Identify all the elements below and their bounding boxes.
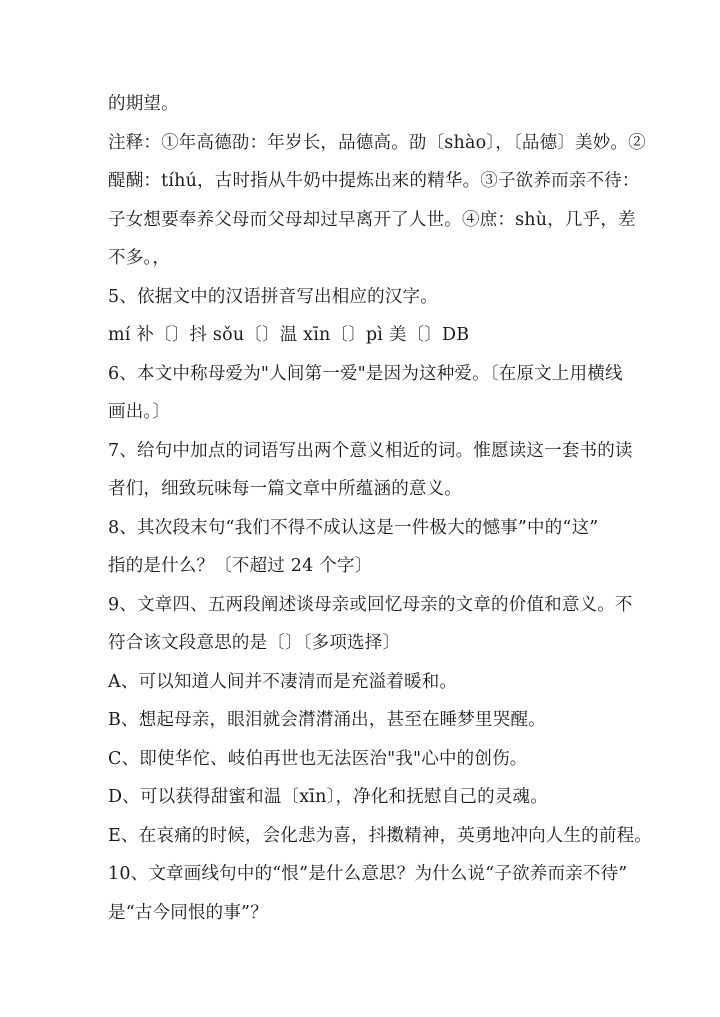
question-7: 者们，细致玩味每一篇文章中所蕴涵的意义。	[108, 479, 462, 499]
question-10: 10、文章画线句中的“恨”是什么意思？为什么说“子欲养而亲不待”	[108, 864, 628, 884]
option-d: D、可以获得甜蜜和温〔xīn〕，净化和抚慰自己的灵魂。	[108, 787, 548, 807]
annotation-line: 子女想要奉养父母而父母却过早离开了人世。④庶：shù，几乎，差	[108, 210, 636, 230]
question-8: 指的是什么？〔不超过 24 个字〕	[108, 556, 373, 576]
question-9: 9、文章四、五两段阐述谈母亲或回忆母亲的文章的价值和意义。不	[108, 595, 633, 615]
question-9: 符合该文段意思的是〔〕〔多项选择〕	[108, 633, 401, 653]
question-10: 是“古今同恨的事”？	[108, 903, 268, 923]
annotation-line: 醍醐：tíhú，古时指从牛奶中提炼出来的精华。③子欲养而亲不待：	[108, 171, 640, 191]
question-6: 画出。〕	[108, 402, 171, 422]
option-a: A、可以知道人间并不凄清而是充溢着暖和。	[108, 672, 458, 692]
question-5-pinyin: mí 补〔〕抖 sǒu〔〕温 xīn〔〕pì 美〔〕DB	[108, 325, 470, 345]
annotation-line: 注释：①年高德劭：年岁长，品德高。劭〔shào〕，〔品德〕美妙。②	[108, 133, 646, 153]
question-7: 7、给句中加点的词语写出两个意义相近的词。惟愿读这一套书的读	[108, 441, 633, 461]
option-c: C、即使华佗、岐伯再世也无法医治"我"心中的创伤。	[108, 749, 528, 769]
annotation-line: 不多。，	[108, 248, 171, 268]
text-line: 的期望。	[108, 94, 179, 114]
question-8: 8、其次段末句“我们不得不成认这是一件极大的憾事”中的“这”	[108, 518, 599, 538]
question-5: 5、依据文中的汉语拼音写出相应的汉字。	[108, 287, 438, 307]
question-6: 6、本文中称母爱为"人间第一爱"是因为这种爱。〔在原文上用横线	[108, 364, 623, 384]
option-e: E、在哀痛的时候，会化悲为喜，抖擞精神，英勇地冲向人生的前程。	[108, 826, 652, 846]
option-b: B、想起母亲，眼泪就会潸潸涌出，甚至在睡梦里哭醒。	[108, 710, 546, 730]
